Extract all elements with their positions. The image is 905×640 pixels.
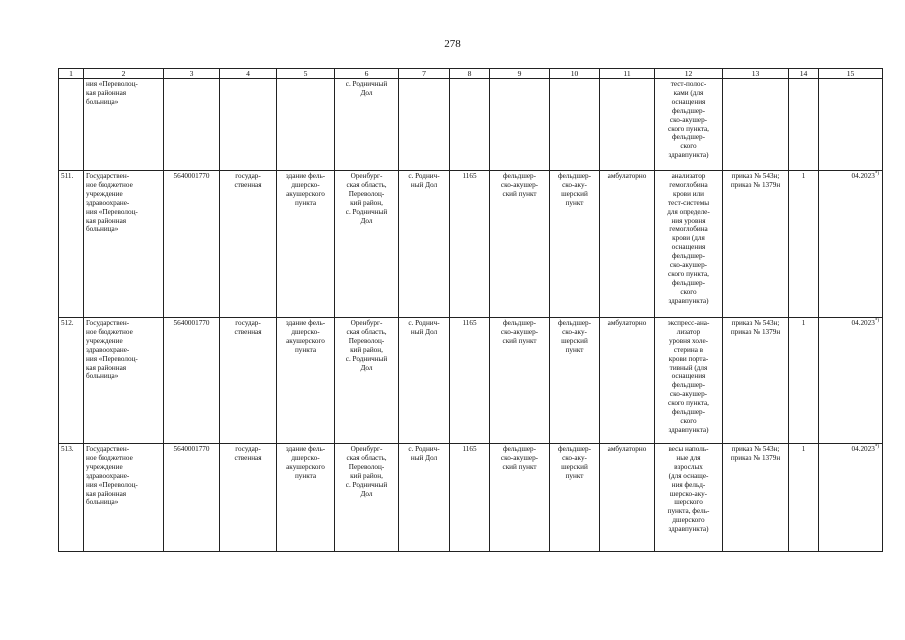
column-number-8: 8 bbox=[450, 69, 490, 79]
equipment-cell: весы наполь- ные для взрослых (для оснаще- ния фельд- шерско-аку- шерского пункта, фель- дшерского здравпункта) bbox=[655, 444, 723, 552]
building-cell: здание фель- дшерско- акушерского пункта bbox=[277, 444, 335, 552]
unit-name-cell: фельдшер- ско-аку- шерский пункт bbox=[550, 444, 600, 552]
building-cell: здание фель- дшерско- акушерского пункта bbox=[277, 171, 335, 318]
date-footnote-mark: *) bbox=[874, 318, 879, 324]
unit-type-cell: фельдшер- ско-акушер- ский пункт bbox=[490, 444, 550, 552]
care-form-cell: амбулаторно bbox=[600, 171, 655, 318]
column-number-3: 3 bbox=[164, 69, 220, 79]
equipment-cell: анализатор гемоглобина крови или тест-системы для определе- ния уровня гемоглобина крови (для оснащения фельдшер- ско-акушер- ского пункта, фельдшер- ского здравпункта) bbox=[655, 171, 723, 318]
order-cell: приказ № 543н; приказ № 1379н bbox=[723, 318, 789, 444]
column-number-9: 9 bbox=[490, 69, 550, 79]
inn-cell bbox=[164, 79, 220, 171]
date-cell bbox=[819, 318, 883, 444]
ownership-cell: государ- ственная bbox=[220, 318, 277, 444]
address-cell: Оренбург- ская область, Переволоц- кий район, с. Родничный Дол bbox=[335, 318, 399, 444]
column-number-10: 10 bbox=[550, 69, 600, 79]
address-cell: с. Родничный Дол bbox=[335, 79, 399, 171]
column-number-11: 11 bbox=[600, 69, 655, 79]
date-value: 04.2023 bbox=[851, 319, 875, 327]
organization-cell: ния «Переволоц- кая районная больница» bbox=[84, 79, 164, 171]
column-number-1: 1 bbox=[59, 69, 84, 79]
column-number-6: 6 bbox=[335, 69, 399, 79]
quantity-cell: 1 bbox=[789, 318, 819, 444]
date-cell bbox=[819, 444, 883, 552]
row-number: 512. bbox=[59, 318, 84, 444]
equipment-table bbox=[58, 68, 883, 552]
order-cell: приказ № 543н; приказ № 1379н bbox=[723, 444, 789, 552]
organization-cell: Государствен- ное бюджетное учреждение здравоохране- ния «Переволоц- кая районная больница» bbox=[84, 171, 164, 318]
row-number: 513. bbox=[59, 444, 84, 552]
unit-name-cell: фельдшер- ско-аку- шерский пункт bbox=[550, 171, 600, 318]
column-number-2: 2 bbox=[84, 69, 164, 79]
column-number-13: 13 bbox=[723, 69, 789, 79]
column-number-15: 15 bbox=[819, 69, 883, 79]
table-row bbox=[59, 318, 883, 444]
unit-type-cell: фельдшер- ско-акушер- ский пункт bbox=[490, 318, 550, 444]
locality-cell: с. Роднич- ный Дол bbox=[399, 171, 450, 318]
locality-cell: с. Роднич- ный Дол bbox=[399, 444, 450, 552]
care-form-cell: амбулаторно bbox=[600, 444, 655, 552]
date-cell bbox=[819, 79, 883, 171]
unit-name-cell bbox=[550, 79, 600, 171]
code-cell: 1165 bbox=[450, 444, 490, 552]
order-cell: приказ № 543н; приказ № 1379н bbox=[723, 171, 789, 318]
organization-cell: Государствен- ное бюджетное учреждение здравоохране- ния «Переволоц- кая районная больница» bbox=[84, 444, 164, 552]
row-number: 511. bbox=[59, 171, 84, 318]
quantity-cell: 1 bbox=[789, 444, 819, 552]
column-number-5: 5 bbox=[277, 69, 335, 79]
equipment-cell: тест-полос- ками (для оснащения фельдшер- ско-акушер- ского пункта, фельдшер- ского здравпункта) bbox=[655, 79, 723, 171]
address-cell: Оренбург- ская область, Переволоц- кий район, с. Родничный Дол bbox=[335, 171, 399, 318]
care-form-cell: амбулаторно bbox=[600, 318, 655, 444]
address-cell: Оренбург- ская область, Переволоц- кий район, с. Родничный Дол bbox=[335, 444, 399, 552]
date-footnote-mark: *) bbox=[874, 171, 879, 177]
unit-type-cell bbox=[490, 79, 550, 171]
ownership-cell bbox=[220, 79, 277, 171]
page-number: 278 bbox=[444, 38, 461, 50]
care-form-cell bbox=[600, 79, 655, 171]
building-cell: здание фель- дшерско- акушерского пункта bbox=[277, 318, 335, 444]
table-row bbox=[59, 444, 883, 552]
ownership-cell: государ- ственная bbox=[220, 444, 277, 552]
inn-cell: 5640001770 bbox=[164, 444, 220, 552]
organization-cell: Государствен- ное бюджетное учреждение здравоохране- ния «Переволоц- кая районная больница» bbox=[84, 318, 164, 444]
code-cell: 1165 bbox=[450, 171, 490, 318]
equipment-cell: экспресс-ана- лизатор уровня холе- стерина в крови порта- тивный (для оснащения фельдшер- ско-акушер- ского пункта, фельдшер- ского здравпункта) bbox=[655, 318, 723, 444]
unit-type-cell: фельдшер- ско-акушер- ский пункт bbox=[490, 171, 550, 318]
locality-cell bbox=[399, 79, 450, 171]
building-cell bbox=[277, 79, 335, 171]
unit-name-cell: фельдшер- ско-аку- шерский пункт bbox=[550, 318, 600, 444]
table-row bbox=[59, 171, 883, 318]
date-cell bbox=[819, 171, 883, 318]
column-number-14: 14 bbox=[789, 69, 819, 79]
code-cell bbox=[450, 79, 490, 171]
locality-cell: с. Роднич- ный Дол bbox=[399, 318, 450, 444]
column-number-12: 12 bbox=[655, 69, 723, 79]
date-footnote-mark: *) bbox=[874, 444, 879, 450]
inn-cell: 5640001770 bbox=[164, 171, 220, 318]
quantity-cell: 1 bbox=[789, 171, 819, 318]
inn-cell: 5640001770 bbox=[164, 318, 220, 444]
column-number-row bbox=[59, 69, 883, 79]
date-value: 04.2023 bbox=[851, 172, 875, 180]
date-value: 04.2023 bbox=[851, 445, 875, 453]
row-number bbox=[59, 79, 84, 171]
column-number-4: 4 bbox=[220, 69, 277, 79]
column-number-7: 7 bbox=[399, 69, 450, 79]
code-cell: 1165 bbox=[450, 318, 490, 444]
quantity-cell bbox=[789, 79, 819, 171]
ownership-cell: государ- ственная bbox=[220, 171, 277, 318]
table-row bbox=[59, 79, 883, 171]
order-cell bbox=[723, 79, 789, 171]
